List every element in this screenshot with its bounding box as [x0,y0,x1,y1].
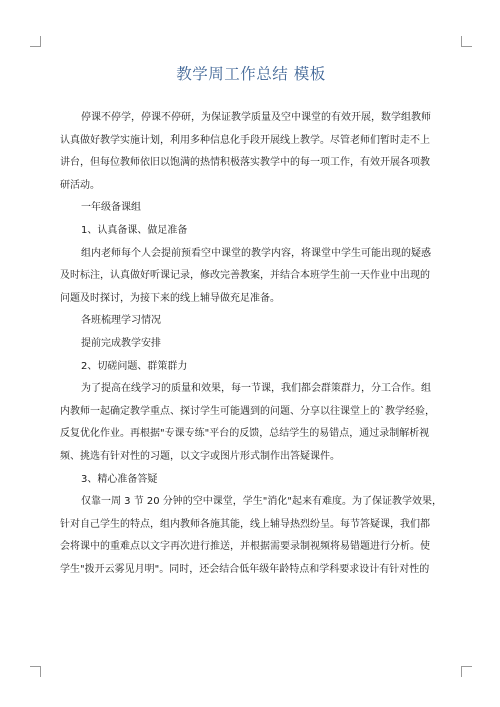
document-paragraph [60,491,442,581]
document-paragraph [60,107,442,197]
paragraph-line: 组内老师每个人会提前预看空中课堂的教学内容，将课堂中学生可能出现的疑惑 [81,247,431,259]
paragraph-line: 1、认真备课、做足准备 [81,224,188,236]
document-paragraph [60,356,442,379]
paragraph-line: 仅靠一周 3 节 20 分钟的空中课堂，学生"消化"起来有难度。为了保证教学效果， [81,496,443,508]
paragraph-line: 停课不停学，停课不停研，为保证教学质量及空中课堂的有效开展，数学组教师 [81,112,431,123]
paragraph-line: 针对自己学生的特点，组内教师各施其能，线上辅导热烈纷呈。每节答疑课，我们都 [60,518,430,530]
document-paragraph [60,243,442,311]
paragraph-line: 问题及时探讨，为接下来的线上辅导做充足准备。 [60,292,280,304]
paragraph-line: 2、切磋问题、群策群力 [81,360,188,372]
paragraph-line: 研活动。 [60,179,100,191]
document-title: 教学周工作总结 模板 [176,65,326,83]
paragraph-line: 内教师一起确定教学重点、探讨学生可能遇到的问题、分享以往课堂上的`教学经验， [60,405,435,417]
paragraph-line: 反复优化作业。再根据"专课专练"平台的反馈，总结学生的易错点，通过录制解析视 [60,428,430,440]
paragraph-line: 认真做好教学实施计划，利用多种信息化手段开展线上教学。尽管老师们暂时走不上 [60,134,430,146]
page-corner-mark-top-left [30,36,41,47]
document-body [60,107,442,581]
document-paragraph [60,220,442,243]
document-page [60,62,442,581]
paragraph-line: 频、挑选有针对性的习题，以文字或图片形式制作出答疑课件。 [60,450,340,462]
document-paragraph [60,310,442,333]
page-corner-mark-bottom-left [30,666,41,677]
document-paragraph [60,333,442,356]
paragraph-line: 讲台，但每位教师依旧以饱满的热情积极落实教学中的每一项工作，有效开展各项教 [60,157,430,169]
paragraph-line: 各班梳理学习情况 [81,315,161,327]
document-paragraph [60,469,442,492]
page-corner-mark-top-right [461,36,472,47]
paragraph-line: 3、精心准备答疑 [81,473,158,485]
paragraph-line: 学生"拨开云雾见月明"。同时，还会结合低年级年龄特点和学科要求设计有针对性的 [60,563,430,575]
paragraph-line: 会将课中的重难点以文字再次进行推送，并根据需要录制视频将易错题进行分析。使 [60,541,430,553]
paragraph-line: 为了提高在线学习的质量和效果，每一节课，我们都会群策群力，分工合作。组 [81,383,431,395]
paragraph-line: 及时标注，认真做好听课记录，修改完善教案，并结合本班学生前一天作业中出现的 [60,270,430,282]
paragraph-line: 提前完成教学安排 [81,337,161,349]
document-paragraph [60,378,442,468]
page-corner-mark-bottom-right [461,666,472,677]
paragraph-line: 一年级备课组 [81,202,141,214]
document-paragraph [60,197,442,220]
